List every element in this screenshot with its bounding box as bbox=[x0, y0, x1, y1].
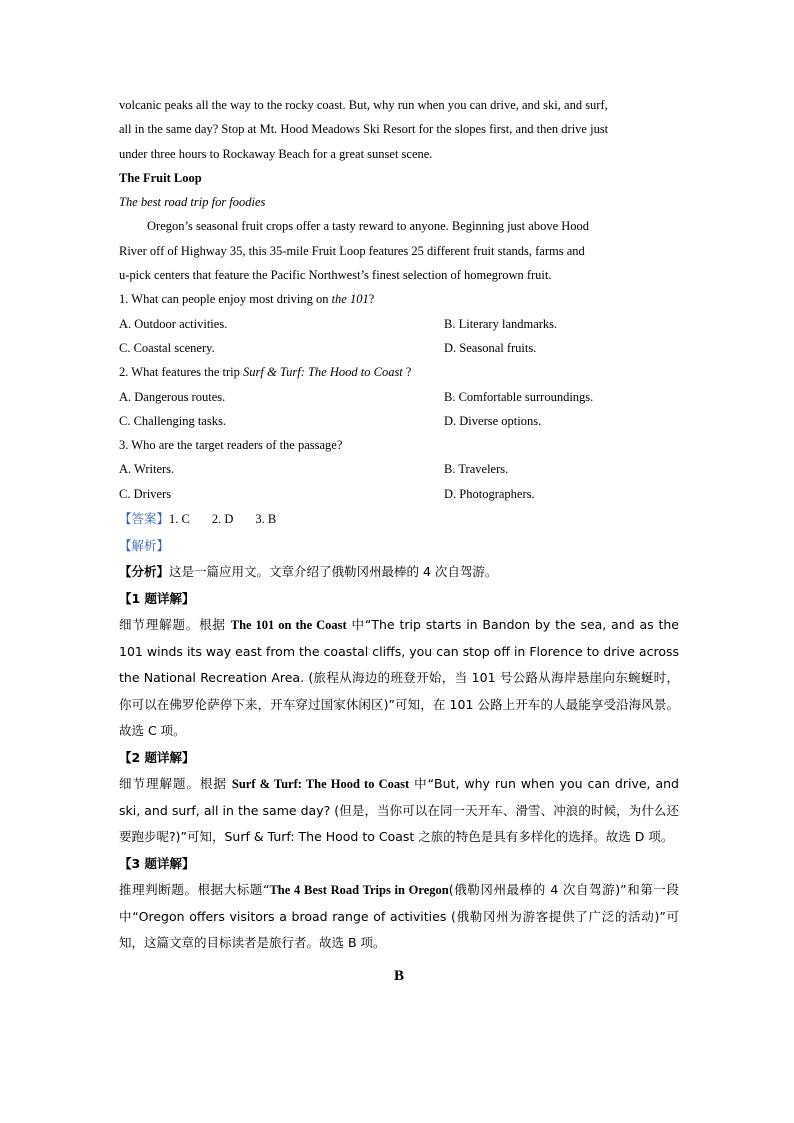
question-stem-italic: the 101 bbox=[331, 292, 369, 307]
question-stem bbox=[119, 287, 679, 311]
question-stem-italic: Surf & Turf: The Hood to Coast bbox=[243, 365, 403, 380]
option-row bbox=[119, 409, 679, 433]
q3-detail-label: 【3 题详解】 bbox=[119, 855, 195, 871]
analysis-heading bbox=[119, 533, 679, 560]
passage-line: all in the same day? Stop at Mt. Hood Meadows Ski Resort for the slopes first, and then drive just bbox=[119, 122, 609, 137]
option: B. Literary landmarks. bbox=[444, 316, 558, 331]
q1-bold: The 101 on the Coast bbox=[230, 618, 347, 633]
option: D. Seasonal fruits. bbox=[444, 340, 537, 355]
question-stem-prefix: 2. What features the trip bbox=[119, 365, 244, 380]
answer-item: 2. D bbox=[211, 512, 234, 527]
document-page bbox=[119, 93, 679, 991]
option: A. Outdoor activities. bbox=[119, 316, 228, 331]
section-title: The Fruit Loop bbox=[119, 170, 202, 185]
option: C. Challenging tasks. bbox=[119, 413, 226, 428]
overview-text: 这是一篇应用文。文章介绍了俄勒冈州最棒的 4 次自驾游。 bbox=[169, 564, 498, 580]
option-row bbox=[119, 482, 679, 506]
answer-label: 【答案】 bbox=[119, 511, 170, 527]
q2-bold: Surf & Turf: The Hood to Coast bbox=[231, 777, 410, 792]
option-row bbox=[119, 457, 679, 481]
option: B. Comfortable surroundings. bbox=[444, 389, 594, 404]
q2-text-a: 细节理解题。根据 bbox=[119, 776, 232, 792]
question-stem bbox=[119, 433, 679, 457]
option: A. Dangerous routes. bbox=[119, 389, 226, 404]
passage-line: volcanic peaks all the way to the rocky coast. But, why run when you can drive, and ski, and surf, bbox=[119, 98, 608, 112]
option: C. Drivers bbox=[119, 486, 172, 501]
overview-paragraph bbox=[119, 559, 679, 586]
q1-text-b: 中“The trip starts in Bandon by the sea, and as the 101 winds its way east from the coastal cliffs, you can stop off in Florence to drive across the National Recreation Area. (旅程从海边的班登开始，当 101 号公路从海岸悬崖向东蜿蜒时，你可以在佛罗伦萨停下来，开车穿过国家休闲区)”可知，在 101 公路上开车的人最能享受沿海风景。故选 C 项。 bbox=[119, 617, 679, 739]
q2-detail-paragraph bbox=[119, 771, 679, 851]
passage-line: Oregon’s seasonal fruit crops offer a tasty reward to anyone. Beginning just above Hood bbox=[147, 219, 590, 234]
question-stem-suffix: ? bbox=[402, 365, 412, 380]
passage-line: under three hours to Rockaway Beach for a great sunset scene. bbox=[119, 146, 433, 161]
option: C. Coastal scenery. bbox=[119, 340, 215, 355]
passage-line: River off of Highway 35, this 35-mile Fruit Loop features 25 different fruit stands, farms and bbox=[119, 243, 585, 258]
question-stem-prefix: 1. What can people enjoy most driving on bbox=[119, 292, 332, 307]
q2-text-b: 中“But, why run when you can drive, and ski, and surf, all in the same day? (但是，当你可以在同一天开车、滑雪、冲浪的时候，为什么还要跑步呢?)”可知，Surf & Turf: The Hood to Coast 之旅的特色是具有多样化的选择。故选 D 项。 bbox=[119, 776, 679, 845]
q1-detail-paragraph bbox=[119, 612, 679, 745]
option-row bbox=[119, 336, 679, 360]
q3-detail-paragraph bbox=[119, 877, 679, 957]
option-row bbox=[119, 312, 679, 336]
next-section-heading: B bbox=[393, 967, 404, 984]
question-stem-suffix: ? bbox=[368, 292, 375, 307]
analysis-label: 【解析】 bbox=[119, 537, 170, 553]
answer-line bbox=[119, 506, 679, 533]
q3-text-b: (俄勒冈州最棒的 4 次自驾游)”和第一段中“Oregon offers visitors a broad range of activities (俄勒冈州为游客提供了广泛的活动)”可知，这篇文章的目标读者是旅行者。故选 B 项。 bbox=[119, 882, 679, 951]
section-subtitle: The best road trip for foodies bbox=[119, 195, 266, 210]
option: B. Travelers. bbox=[444, 462, 509, 477]
question-stem-prefix: 3. Who are the target readers of the passage? bbox=[119, 438, 343, 453]
option: D. Photographers. bbox=[444, 486, 535, 501]
overview-label: 【分析】 bbox=[119, 564, 170, 580]
question-stem bbox=[119, 360, 679, 384]
answer-item: 1. C bbox=[169, 512, 190, 527]
option: A. Writers. bbox=[119, 462, 175, 477]
q2-detail-label: 【2 题详解】 bbox=[119, 749, 195, 765]
answer-item: 3. B bbox=[255, 512, 277, 527]
option: D. Diverse options. bbox=[444, 413, 542, 428]
passage-line: u-pick centers that feature the Pacific Northwest’s finest selection of homegrown fruit. bbox=[119, 268, 552, 283]
q3-text-a: 推理判断题。根据大标题“ bbox=[119, 882, 270, 898]
analysis-body bbox=[119, 559, 679, 957]
q1-text-a: 细节理解题。根据 bbox=[119, 617, 231, 633]
option-row bbox=[119, 385, 679, 409]
q3-bold: The 4 Best Road Trips in Oregon bbox=[269, 883, 449, 898]
q1-detail-label: 【1 题详解】 bbox=[119, 590, 195, 606]
